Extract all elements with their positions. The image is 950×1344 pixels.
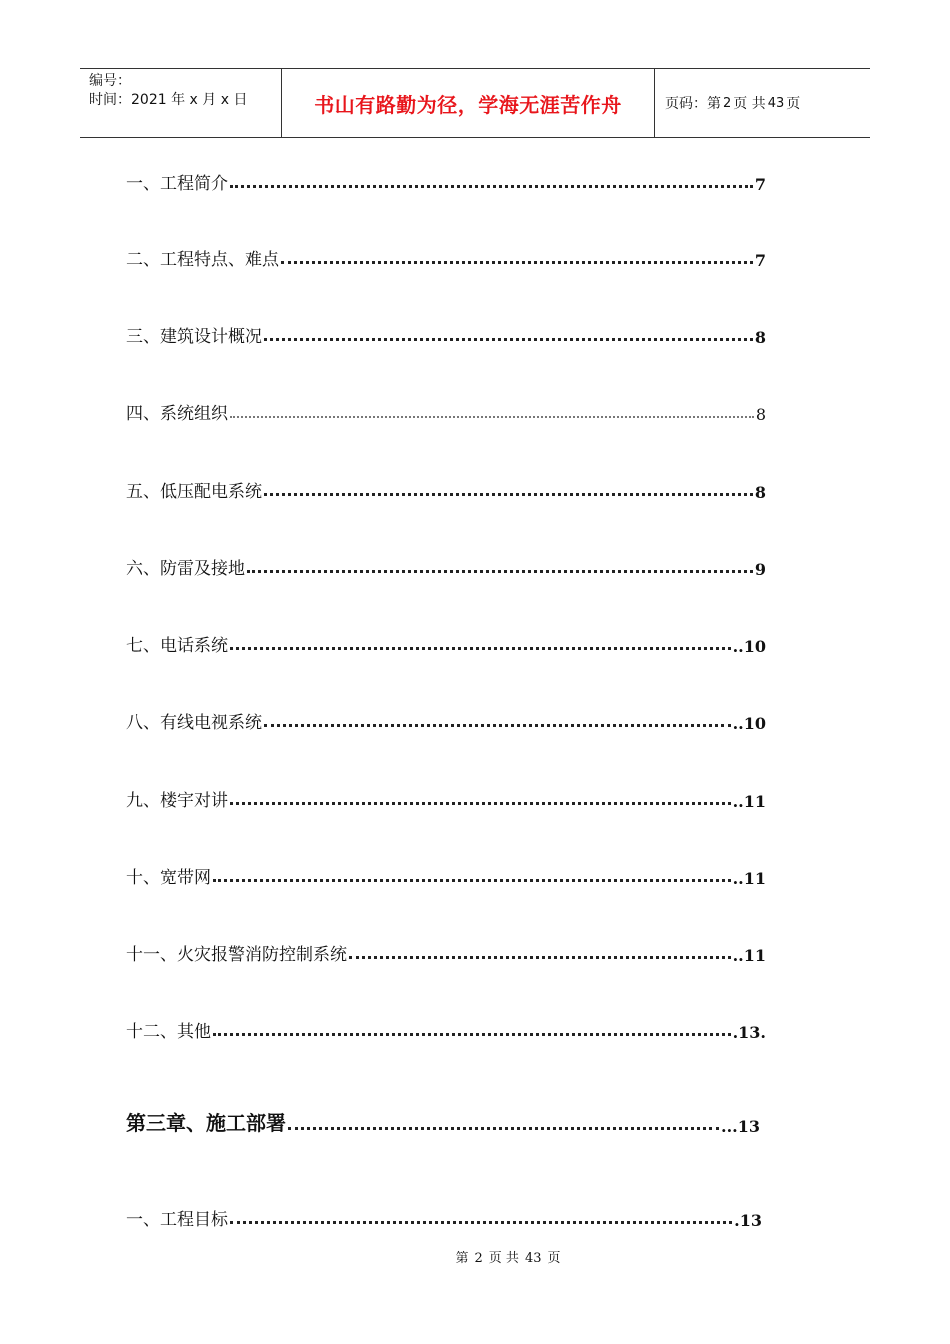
toc-entry-page: 7 [754, 175, 766, 194]
toc-entry-label: 八、有线电视系统 [126, 713, 262, 733]
footer-page-total: 43 [524, 1251, 542, 1266]
footer-page-current: 2 [474, 1251, 483, 1266]
toc-entry[interactable] [126, 170, 766, 194]
toc-entry-label: 六、防雷及接地 [126, 559, 245, 579]
toc-chapter-page: ...13 [721, 1117, 760, 1136]
toc-entry[interactable] [126, 323, 766, 347]
toc-entry-page: .13 [734, 1211, 762, 1230]
header-page-prefix: 页码：第 [665, 96, 721, 112]
toc-entry-page: ..10 [732, 714, 766, 733]
toc-entry-label: 二、工程特点、难点 [126, 250, 279, 270]
header-motto-cell [282, 69, 655, 137]
toc-entry[interactable] [126, 1206, 762, 1230]
toc-entry[interactable] [126, 787, 766, 811]
toc-entry[interactable] [126, 555, 766, 579]
header-page-current: 2 [723, 95, 732, 111]
toc-entry-page: ..11 [732, 792, 766, 811]
toc-entry[interactable] [126, 478, 766, 502]
header-page-total: 43 [767, 95, 785, 111]
toc-leader-dots [264, 493, 753, 496]
footer-prefix: 第 [455, 1251, 469, 1266]
toc-entry[interactable] [126, 1018, 766, 1042]
toc-chapter-entry[interactable] [126, 1108, 760, 1136]
toc-leader-dots [230, 416, 754, 418]
toc-leader-dots [349, 956, 731, 959]
toc-leader-dots [230, 647, 731, 650]
toc-entry-label: 五、低压配电系统 [126, 482, 262, 502]
toc-entry-label: 四、系统组织 [126, 404, 228, 424]
header-page-suffix: 页 [786, 96, 801, 112]
toc-entry-label: 九、楼宇对讲 [126, 791, 228, 811]
toc-entry-label: 十、宽带网 [126, 868, 211, 888]
toc-entry-label: 十一、火灾报警消防控制系统 [126, 945, 347, 965]
toc-entry[interactable] [126, 709, 766, 733]
toc-leader-dots [281, 261, 753, 264]
toc-entry-page: ..11 [732, 869, 766, 888]
toc-leader-dots [247, 570, 753, 573]
toc-leader-dots [230, 802, 731, 805]
toc-entry-label: 三、建筑设计概况 [126, 327, 262, 347]
toc-entry[interactable] [126, 400, 766, 424]
toc-entry[interactable] [126, 941, 766, 965]
footer-mid: 页 共 [488, 1251, 519, 1266]
document-time-label: 时间：2021 年 x 月 x 日 [89, 92, 248, 108]
toc-entry-page: .13. [732, 1023, 766, 1042]
toc-entry-page: 8 [754, 328, 766, 347]
toc-entry-label: 一、工程目标 [126, 1210, 228, 1230]
toc-leader-dots [264, 724, 731, 727]
footer-suffix: 页 [547, 1251, 561, 1266]
toc-entry-label: 一、工程简介 [126, 174, 228, 194]
header-page-mid: 页 共 [733, 96, 766, 112]
toc-leader-dots [230, 185, 753, 188]
toc-entry[interactable] [126, 632, 766, 656]
toc-entry-page: 7 [754, 251, 766, 270]
toc-entry-page: ..10 [732, 637, 766, 656]
toc-entry[interactable] [126, 246, 766, 270]
toc-entry-label: 七、电话系统 [126, 636, 228, 656]
page-header [80, 68, 870, 138]
toc-leader-dots [288, 1127, 719, 1130]
toc-leader-dots [230, 1221, 732, 1224]
page-footer [0, 1247, 950, 1266]
toc-entry-label: 十二、其他 [126, 1022, 211, 1042]
header-info [80, 69, 282, 137]
toc-leader-dots [213, 879, 731, 882]
toc-entry-page: 9 [754, 560, 766, 579]
toc-leader-dots [213, 1033, 731, 1036]
toc-entry-page: ..11 [732, 946, 766, 965]
toc-entry[interactable] [126, 864, 766, 888]
document-number-label: 编号： [89, 73, 131, 89]
toc-entry-page: 8 [754, 483, 766, 502]
toc-entry-page: 8 [755, 405, 766, 424]
header-motto: 书山有路勤为径，学海无涯苦作舟 [314, 92, 622, 117]
header-page-info [655, 69, 870, 137]
toc-leader-dots [264, 338, 753, 341]
toc-chapter-label: 第三章、施工部署 [126, 1111, 286, 1135]
